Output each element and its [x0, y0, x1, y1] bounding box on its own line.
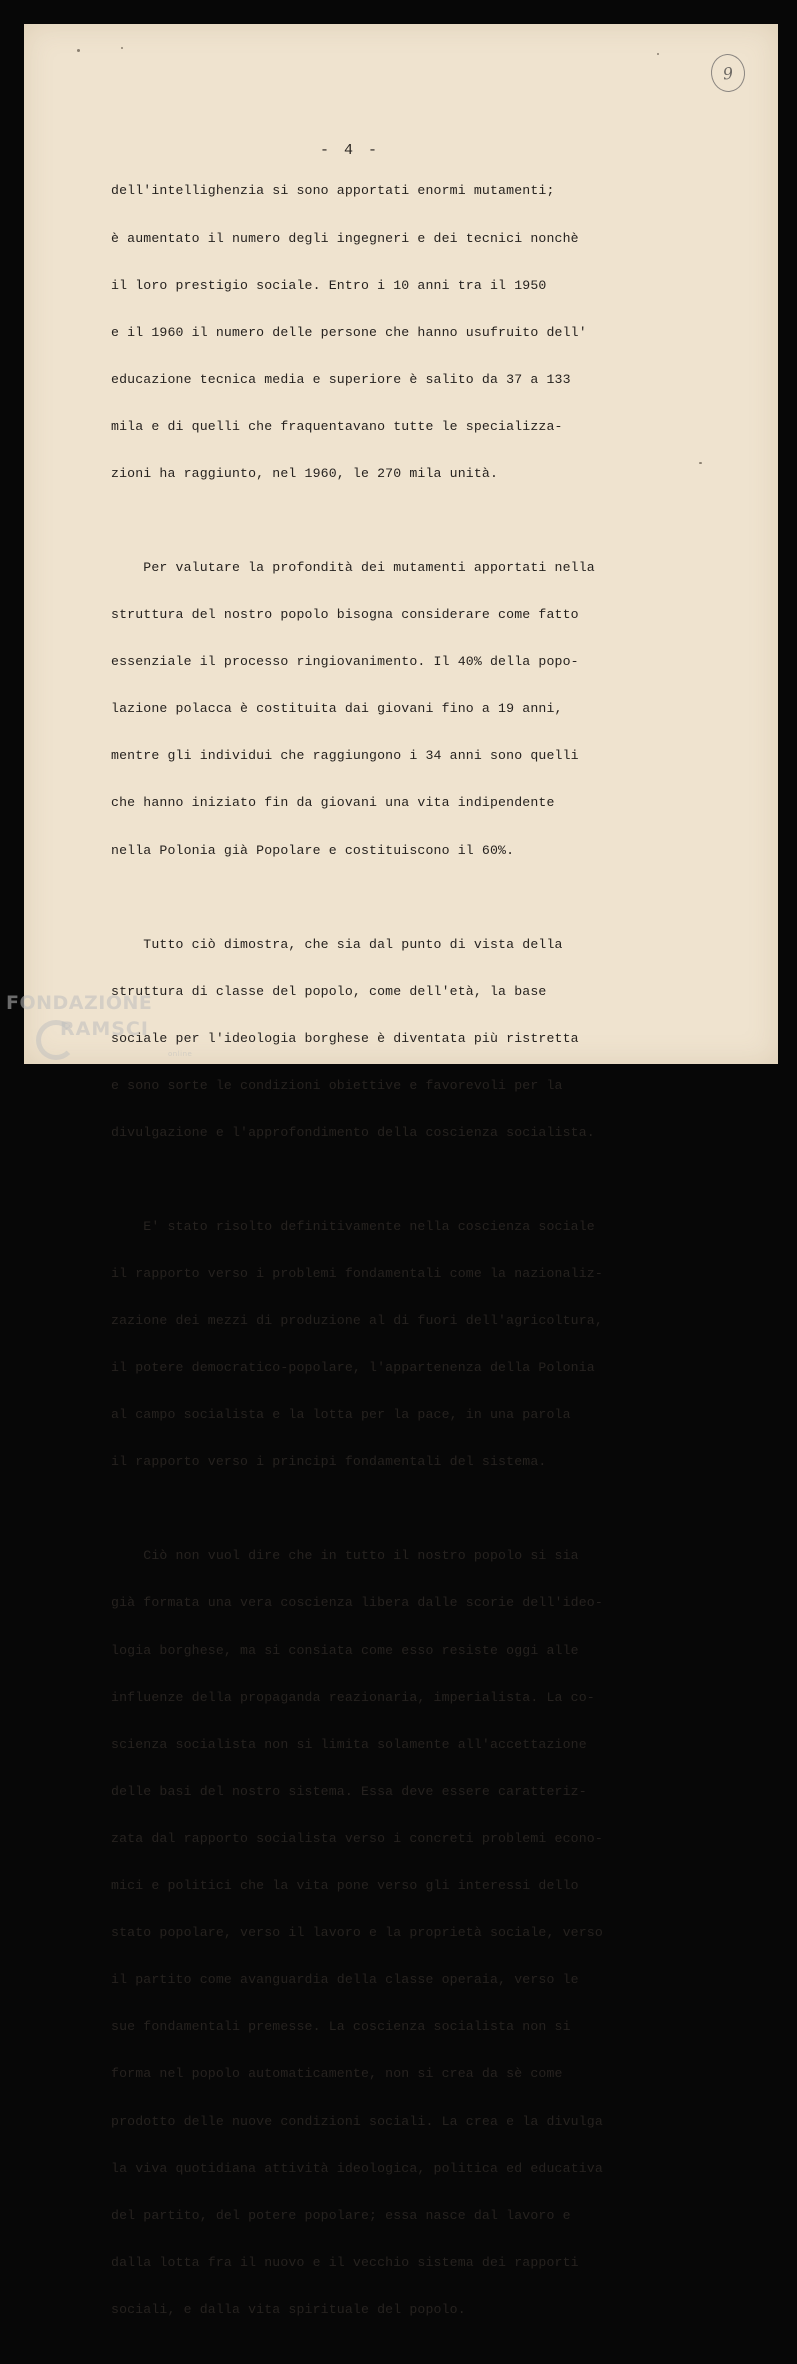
text-line: la viva quotidiana attività ideologica, politica ed educativa	[111, 2160, 603, 2176]
archive-stamp: 9	[709, 52, 747, 93]
text-line: E' stato risolto definitivamente nella coscienza sociale	[111, 1218, 595, 1234]
text-line: educazione tecnica media e superiore è salito da 37 a 133	[111, 371, 571, 387]
text-line: e sono sorte le condizioni obiettive e favorevoli per la	[111, 1077, 563, 1093]
text-line: lazione polacca è costituita dai giovani fino a 19 anni,	[111, 701, 563, 717]
text-line: il partito come avanguardia della classe operaia, verso le	[111, 1972, 579, 1988]
text-line: zioni ha raggiunto, nel 1960, le 270 mila unità.	[111, 465, 499, 481]
text-line: zazione dei mezzi di produzione al di fuori dell'agricoltura,	[111, 1313, 603, 1329]
paragraph-5	[111, 1517, 731, 2349]
text-line: sociale per l'ideologia borghese è diventata più ristretta	[111, 1030, 579, 1046]
text-line: del partito, del potere popolare; essa nasce dal lavoro e	[111, 2207, 571, 2223]
text-line: mici e politici che la vita pone verso gli interessi dello	[111, 1878, 579, 1894]
text-line: Tutto ciò dimostra, che sia dal punto di vista della	[111, 936, 563, 952]
paper-speck	[121, 47, 123, 49]
text-line: dell'intellighenzia si sono apportati enormi mutamenti;	[111, 183, 555, 199]
text-line: Per valutare la profondità dei mutamenti apportati nella	[111, 559, 595, 575]
watermark-line1: FONDAZIONE	[6, 992, 153, 1014]
text-line: il rapporto verso i principi fondamentali del sistema.	[111, 1454, 547, 1470]
paragraph-2	[111, 529, 731, 890]
typed-body-text	[111, 152, 731, 2364]
text-line: è aumentato il numero degli ingegneri e dei tecnici nonchè	[111, 230, 579, 246]
page-number: - 4 -	[319, 142, 380, 159]
text-line: struttura del nostro popolo bisogna considerare come fatto	[111, 607, 579, 623]
text-line: logia borghese, ma si consiata come esso resiste oggi alle	[111, 1642, 579, 1658]
text-line: il potere democratico-popolare, l'appartenenza della Polonia	[111, 1360, 595, 1376]
document-page	[24, 24, 778, 2317]
text-line: che hanno iniziato fin da giovani una vita indipendente	[111, 795, 555, 811]
watermark-line2: RAMSCI	[60, 1018, 149, 1040]
text-line: sue fondamentali premesse. La coscienza socialista non si	[111, 2019, 571, 2035]
text-line: nella Polonia già Popolare e costituiscono il 60%.	[111, 842, 515, 858]
text-line: delle basi del nostro sistema. Essa deve essere caratteriz-	[111, 1783, 587, 1799]
text-line: scienza socialista non si limita solamente all'accettazione	[111, 1736, 587, 1752]
text-line: zata dal rapporto socialista verso i concreti problemi econo-	[111, 1830, 603, 1846]
text-line: il rapporto verso i problemi fondamentali come la nazionaliz-	[111, 1266, 603, 1281]
text-line: mila e di quelli che fraquentavano tutte le specializza-	[111, 418, 563, 434]
text-line: prodotto delle nuove condizioni sociali. La crea e la divulga	[111, 2113, 603, 2129]
text-line: essenziale il processo ringiovanimento. Il 40% della popo-	[111, 654, 579, 670]
text-line: il loro prestigio sociale. Entro i 10 anni tra il 1950	[111, 277, 547, 293]
text-line: forma nel popolo automaticamente, non si crea da sè come	[111, 2066, 563, 2082]
paper-speck	[657, 53, 659, 55]
fondazione-gramsci-watermark	[6, 992, 206, 1072]
paragraph-1	[111, 152, 731, 513]
text-line: già formata una vera coscienza libera dalle scorie dell'ideo-	[111, 1595, 603, 1611]
text-line: dalla lotta fra il nuovo e il vecchio sistema dei rapporti	[111, 2254, 579, 2270]
text-line: Ciò non vuol dire che in tutto il nostro popolo si sia	[111, 1548, 579, 1564]
text-line: sociali, e dalla vita spirituale del popolo.	[111, 2301, 466, 2317]
text-line: struttura di classe del popolo, come dell'età, la base	[111, 983, 547, 999]
text-line: influenze della propaganda reazionaria, imperialista. La co-	[111, 1689, 595, 1705]
watermark-online: online	[168, 1050, 193, 1058]
paragraph-4	[111, 1188, 731, 1502]
text-line: al campo socialista e la lotta per la pace, in una parola	[111, 1407, 571, 1423]
text-line: stato popolare, verso il lavoro e la proprietà sociale, verso	[111, 1925, 603, 1941]
text-line: mentre gli individui che raggiungono i 34 anni sono quelli	[111, 748, 579, 764]
paper-speck	[77, 49, 80, 52]
text-line: e il 1960 il numero delle persone che hanno usufruito dell'	[111, 324, 587, 340]
text-line: divulgazione e l'approfondimento della coscienza socialista.	[111, 1124, 595, 1140]
